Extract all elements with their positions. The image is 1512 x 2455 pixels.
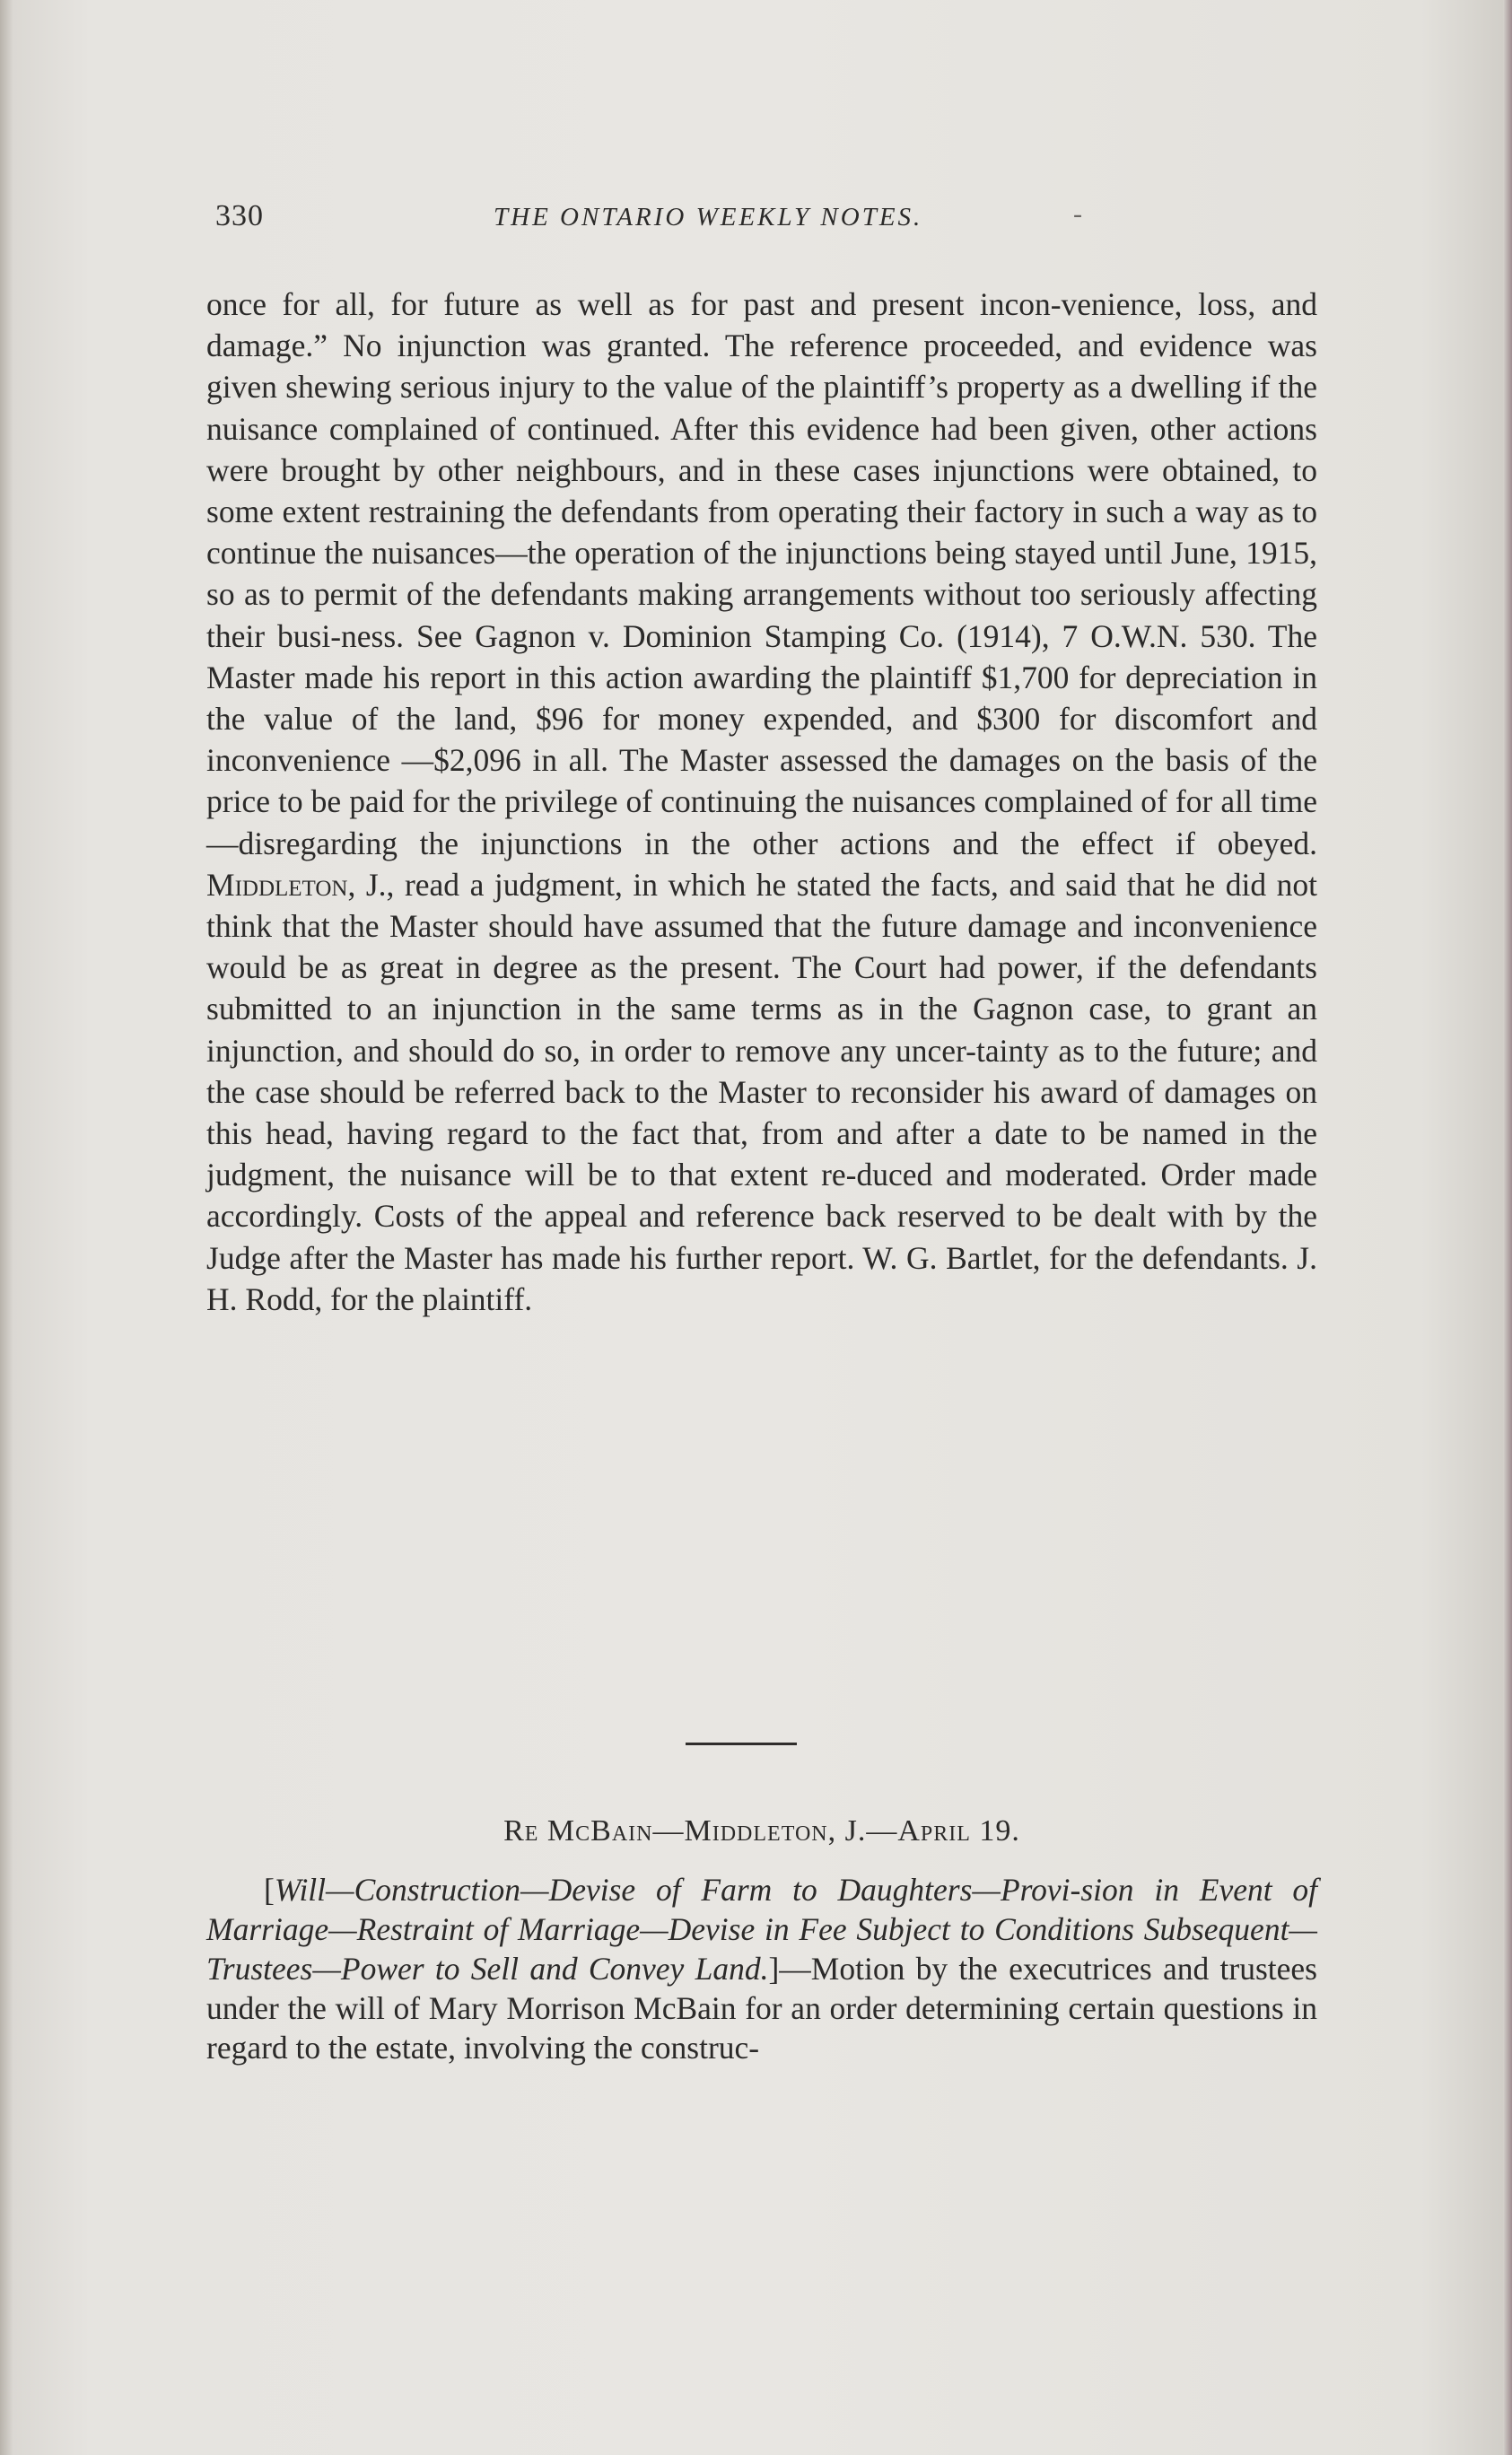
body-text-part-2: read a judgment, in which he stated the facts, and said that he did not think that the Master should have assumed that the future damage and inconvenience would be as great in degree as the present. The Court had power, if the defendants submitted to an injunction in the same terms as in the Gagnon case, to grant an injunction, and should do so, in order to remove any uncer-tainty as to the future; and the case should be referred back to the Master to reconsider his award of damages on this head, having regard to the fact that, from and after a date to be named in the judgment, the nuisance will be to that extent re-duced and moderated. Order made accordingly. Costs of the appeal and reference back reserved to be dealt with by the Judge after the Master has made his further report. W. G. Bartlet, for the defendants. J. H. Rodd, for the plaintiff.	[206, 866, 1317, 1317]
case-headnote: [Will—Construction—Devise of Farm to Daughters—Provi-sion in Event of Marriage—Restraint of Marriage—Devise in Fee Subject to Conditions Subsequent—Trustees—Power to Sell and Convey Land.]—Motion by the executrices and trustees under the will of Mary Morrison McBain for an order determining certain questions in regard to the estate, involving the construc-	[206, 1872, 1317, 2066]
page-header	[215, 199, 1319, 244]
body-paragraph	[206, 284, 1317, 1320]
page-number: 330	[215, 199, 264, 232]
header-mark: -	[1073, 199, 1082, 229]
page-right-edge	[1503, 0, 1512, 2455]
running-title: THE ONTARIO WEEKLY NOTES.	[494, 203, 923, 232]
page-left-edge	[0, 0, 13, 2455]
catchwords: Will—Construction—Devise of Farm to Daughters—Provi-sion in Event of Marriage—Restraint of Marriage—Devise in Fee Subject to Conditions Subsequent—Trustees—Power to Sell and Convey Land.	[206, 1872, 1317, 1987]
section-divider	[686, 1743, 797, 1745]
case-heading: Re McBain—Middleton, J.—April 19.	[503, 1814, 1020, 1848]
body-text-part-1: once for all, for future as well as for past and present incon-venience, loss, and damage.” No injunction was granted. The reference proceeded, and evidence was given shewing serious injury to the value of the plaintiff’s property as a dwelling if the nuisance complained of continued. After this evidence had been given, other actions were brought by other neighbours, and in these cases injunctions were obtained, to some extent restraining the defendants from operating their factory in such a way as to continue the nuisances—the operation of the injunctions being stayed until June, 1915, so as to permit of the defendants making arrangements without too seriously affecting their busi-ness. See Gagnon v. Dominion Stamping Co. (1914), 7 O.W.N. 530. The Master made his report in this action awarding the plaintiff $1,700 for depreciation in the value of the land, $96 for money expended, and $300 for discomfort and inconvenience —$2,096 in all. The Master assessed the damages on the basis of the price to be paid for the privilege of continuing the nuisances complained of for all time—disregarding the injunctions in the other actions and the effect if obeyed.	[206, 286, 1317, 861]
judge-name: Middleton, J.,	[206, 866, 395, 903]
headnote-text: ]—Motion by the executrices and trustees under the will of Mary Morrison McBain for an order determining certain questions in regard to the estate, involving the construc-	[206, 1951, 1317, 2066]
